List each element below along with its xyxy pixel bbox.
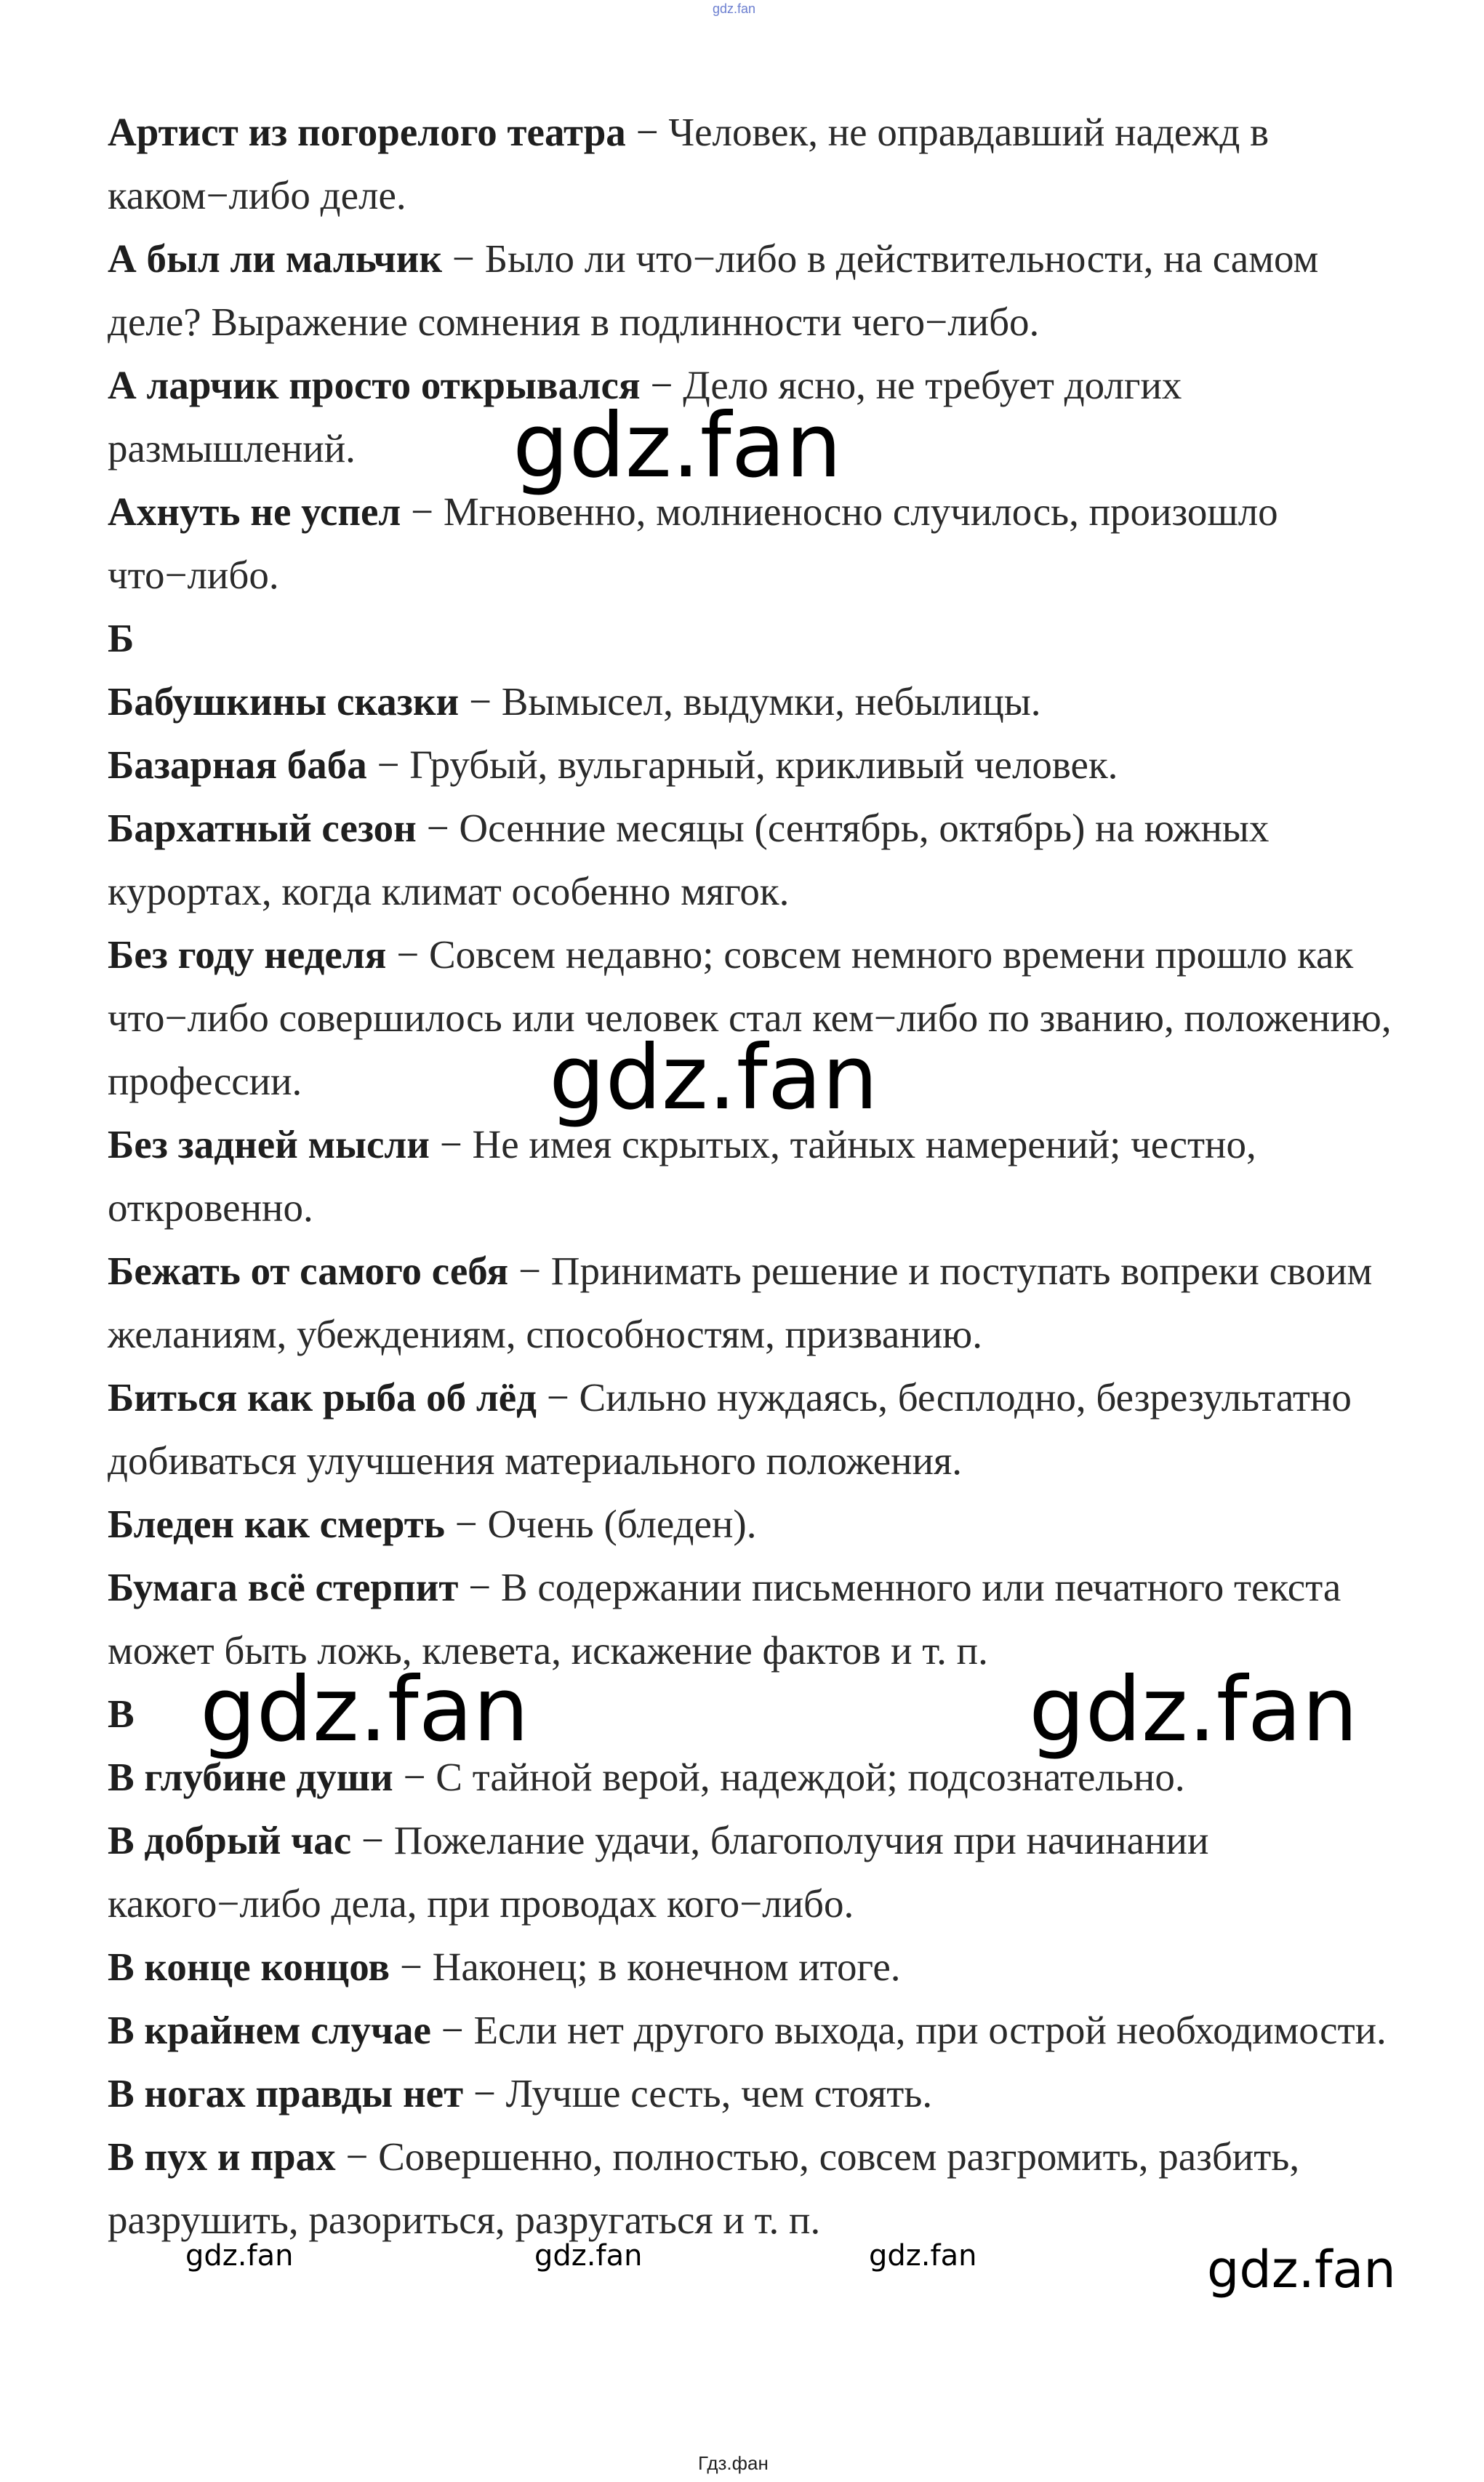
idiom-entry <box>108 2125 1416 2251</box>
idiom-entry <box>108 1366 1416 1492</box>
idiom-term: Бледен как смерть <box>108 1502 445 1546</box>
idiom-term: В глубине души <box>108 1755 393 1799</box>
idiom-term: А ларчик просто открывался <box>108 363 641 407</box>
idiom-term: Базарная баба <box>108 742 367 787</box>
section-letter: В <box>108 1692 135 1736</box>
idiom-entry <box>108 100 1416 227</box>
idiom-term: А был ли мальчик <box>108 236 443 281</box>
idiom-definition: Принимать решение и поступать вопреки своим желаниям, убеждениям, способностям, призванию. <box>108 1249 1373 1356</box>
idiom-term: В крайнем случае <box>108 2008 431 2052</box>
idiom-entry <box>108 1935 1416 1998</box>
idiom-term: Без году неделя <box>108 932 387 977</box>
dash-separator: − <box>463 2071 506 2115</box>
idiom-term: Артист из погорелого театра <box>108 110 626 154</box>
watermark: gdz.fan <box>549 1026 878 1129</box>
idiom-definition: Лучше сесть, чем стоять. <box>505 2071 933 2115</box>
watermark: gdz.fan <box>185 2239 294 2273</box>
idiom-definition: Не имея скрытых, тайных намерений; честно, откровенно. <box>108 1122 1256 1230</box>
idiom-definition: Вымысел, выдумки, небылицы. <box>501 679 1041 724</box>
idiom-term: В ногах правды нет <box>108 2071 464 2115</box>
idiom-definition: Осенние месяцы (сентябрь, октябрь) на южных курортах, когда климат особенно мягок. <box>108 806 1270 913</box>
dash-separator: − <box>429 1122 473 1166</box>
idiom-term: Бумага всё стерпит <box>108 1565 459 1609</box>
idiom-entry <box>108 1113 1416 1239</box>
idiom-definition: Сильно нуждаясь, бесплодно, безрезультатно добиваться улучшения материального положения. <box>108 1375 1352 1483</box>
dash-separator: − <box>430 2008 474 2052</box>
dash-separator: − <box>625 110 669 154</box>
dash-separator: − <box>401 489 444 534</box>
dash-separator: − <box>640 363 683 407</box>
dash-separator: − <box>508 1249 551 1293</box>
idiom-definition: Грубый, вульгарный, крикливый человек. <box>409 742 1118 787</box>
watermark: gdz.fan <box>1207 2240 1396 2299</box>
idiom-entry <box>108 1239 1416 1366</box>
idiom-term: Бабушкины сказки <box>108 679 460 724</box>
dash-separator: − <box>537 1375 579 1420</box>
idiom-entry <box>108 733 1416 796</box>
idiom-entry <box>108 1492 1416 1556</box>
watermark: gdz.fan <box>1029 1658 1358 1761</box>
idiom-definition: С тайной верой, надеждой; подсознательно. <box>436 1755 1185 1799</box>
idiom-definition: Дело ясно, не требует долгих размышлений. <box>108 363 1182 471</box>
idiom-term: В конце концов <box>108 1945 390 1989</box>
header-watermark: gdz.fan <box>713 1 756 16</box>
idiom-definition: Пожелание удачи, благополучия при начинании какого−либо дела, при проводах кого−либо. <box>108 1818 1209 1926</box>
dash-separator: − <box>442 236 485 281</box>
idiom-term: Бархатный сезон <box>108 806 417 850</box>
idiom-definition: Человек, не оправдавший надежд в каком−либо деле. <box>108 110 1270 217</box>
watermark: gdz.fan <box>869 2239 977 2273</box>
watermark: gdz.fan <box>200 1658 529 1761</box>
dash-separator: − <box>366 742 410 787</box>
watermark: gdz.fan <box>513 394 842 497</box>
idiom-entry <box>108 480 1416 607</box>
watermark: gdz.fan <box>534 2239 643 2273</box>
idiom-entry <box>108 227 1416 353</box>
idiom-term: Ахнуть не успел <box>108 489 401 534</box>
section-letter: Б <box>108 616 135 660</box>
idiom-term: В пух и прах <box>108 2134 336 2179</box>
dash-separator: − <box>390 1945 433 1989</box>
idiom-definition: В содержании письменного или печатного текста может быть ложь, клевета, искажение фактов и т. п. <box>108 1565 1341 1673</box>
dash-separator: − <box>393 1755 436 1799</box>
idiom-term: В добрый час <box>108 1818 352 1862</box>
dash-separator: − <box>459 679 502 724</box>
dash-separator: − <box>416 806 460 850</box>
idiom-entry <box>108 2062 1416 2125</box>
dash-separator: − <box>386 932 429 977</box>
idiom-term: Бежать от самого себя <box>108 1249 509 1293</box>
idiom-definition: Совсем недавно; совсем немного времени прошло как что−либо совершилось или человек стал кем−либо по званию, положению, профессии. <box>108 932 1392 1103</box>
idiom-term: Без задней мысли <box>108 1122 430 1166</box>
idiom-term: Биться как рыба об лёд <box>108 1375 537 1420</box>
footer-watermark: Гдз.фан <box>698 2452 769 2474</box>
dash-separator: − <box>351 1818 394 1862</box>
idiom-definition: Очень (бледен). <box>487 1502 757 1546</box>
idiom-entry <box>108 1998 1416 2062</box>
idiom-entry <box>108 670 1416 733</box>
idiom-definition: Было ли что−либо в действительности, на самом деле? Выражение сомнения в подлинности чего−либо. <box>108 236 1319 344</box>
idiom-entry <box>108 1809 1416 1935</box>
idiom-definition: Если нет другого выхода, при острой необходимости. <box>473 2008 1387 2052</box>
idiom-definition: Наконец; в конечном итоге. <box>432 1945 901 1989</box>
dash-separator: − <box>458 1565 501 1609</box>
idiom-definition: Мгновенно, молниеносно случилось, произошло что−либо. <box>108 489 1278 597</box>
idiom-definition: Совершенно, полностью, совсем разгромить, разбить, разрушить, разориться, разругаться и т. п. <box>108 2134 1300 2242</box>
idiom-entry <box>108 796 1416 923</box>
dash-separator: − <box>335 2134 379 2179</box>
dash-separator: − <box>444 1502 488 1546</box>
